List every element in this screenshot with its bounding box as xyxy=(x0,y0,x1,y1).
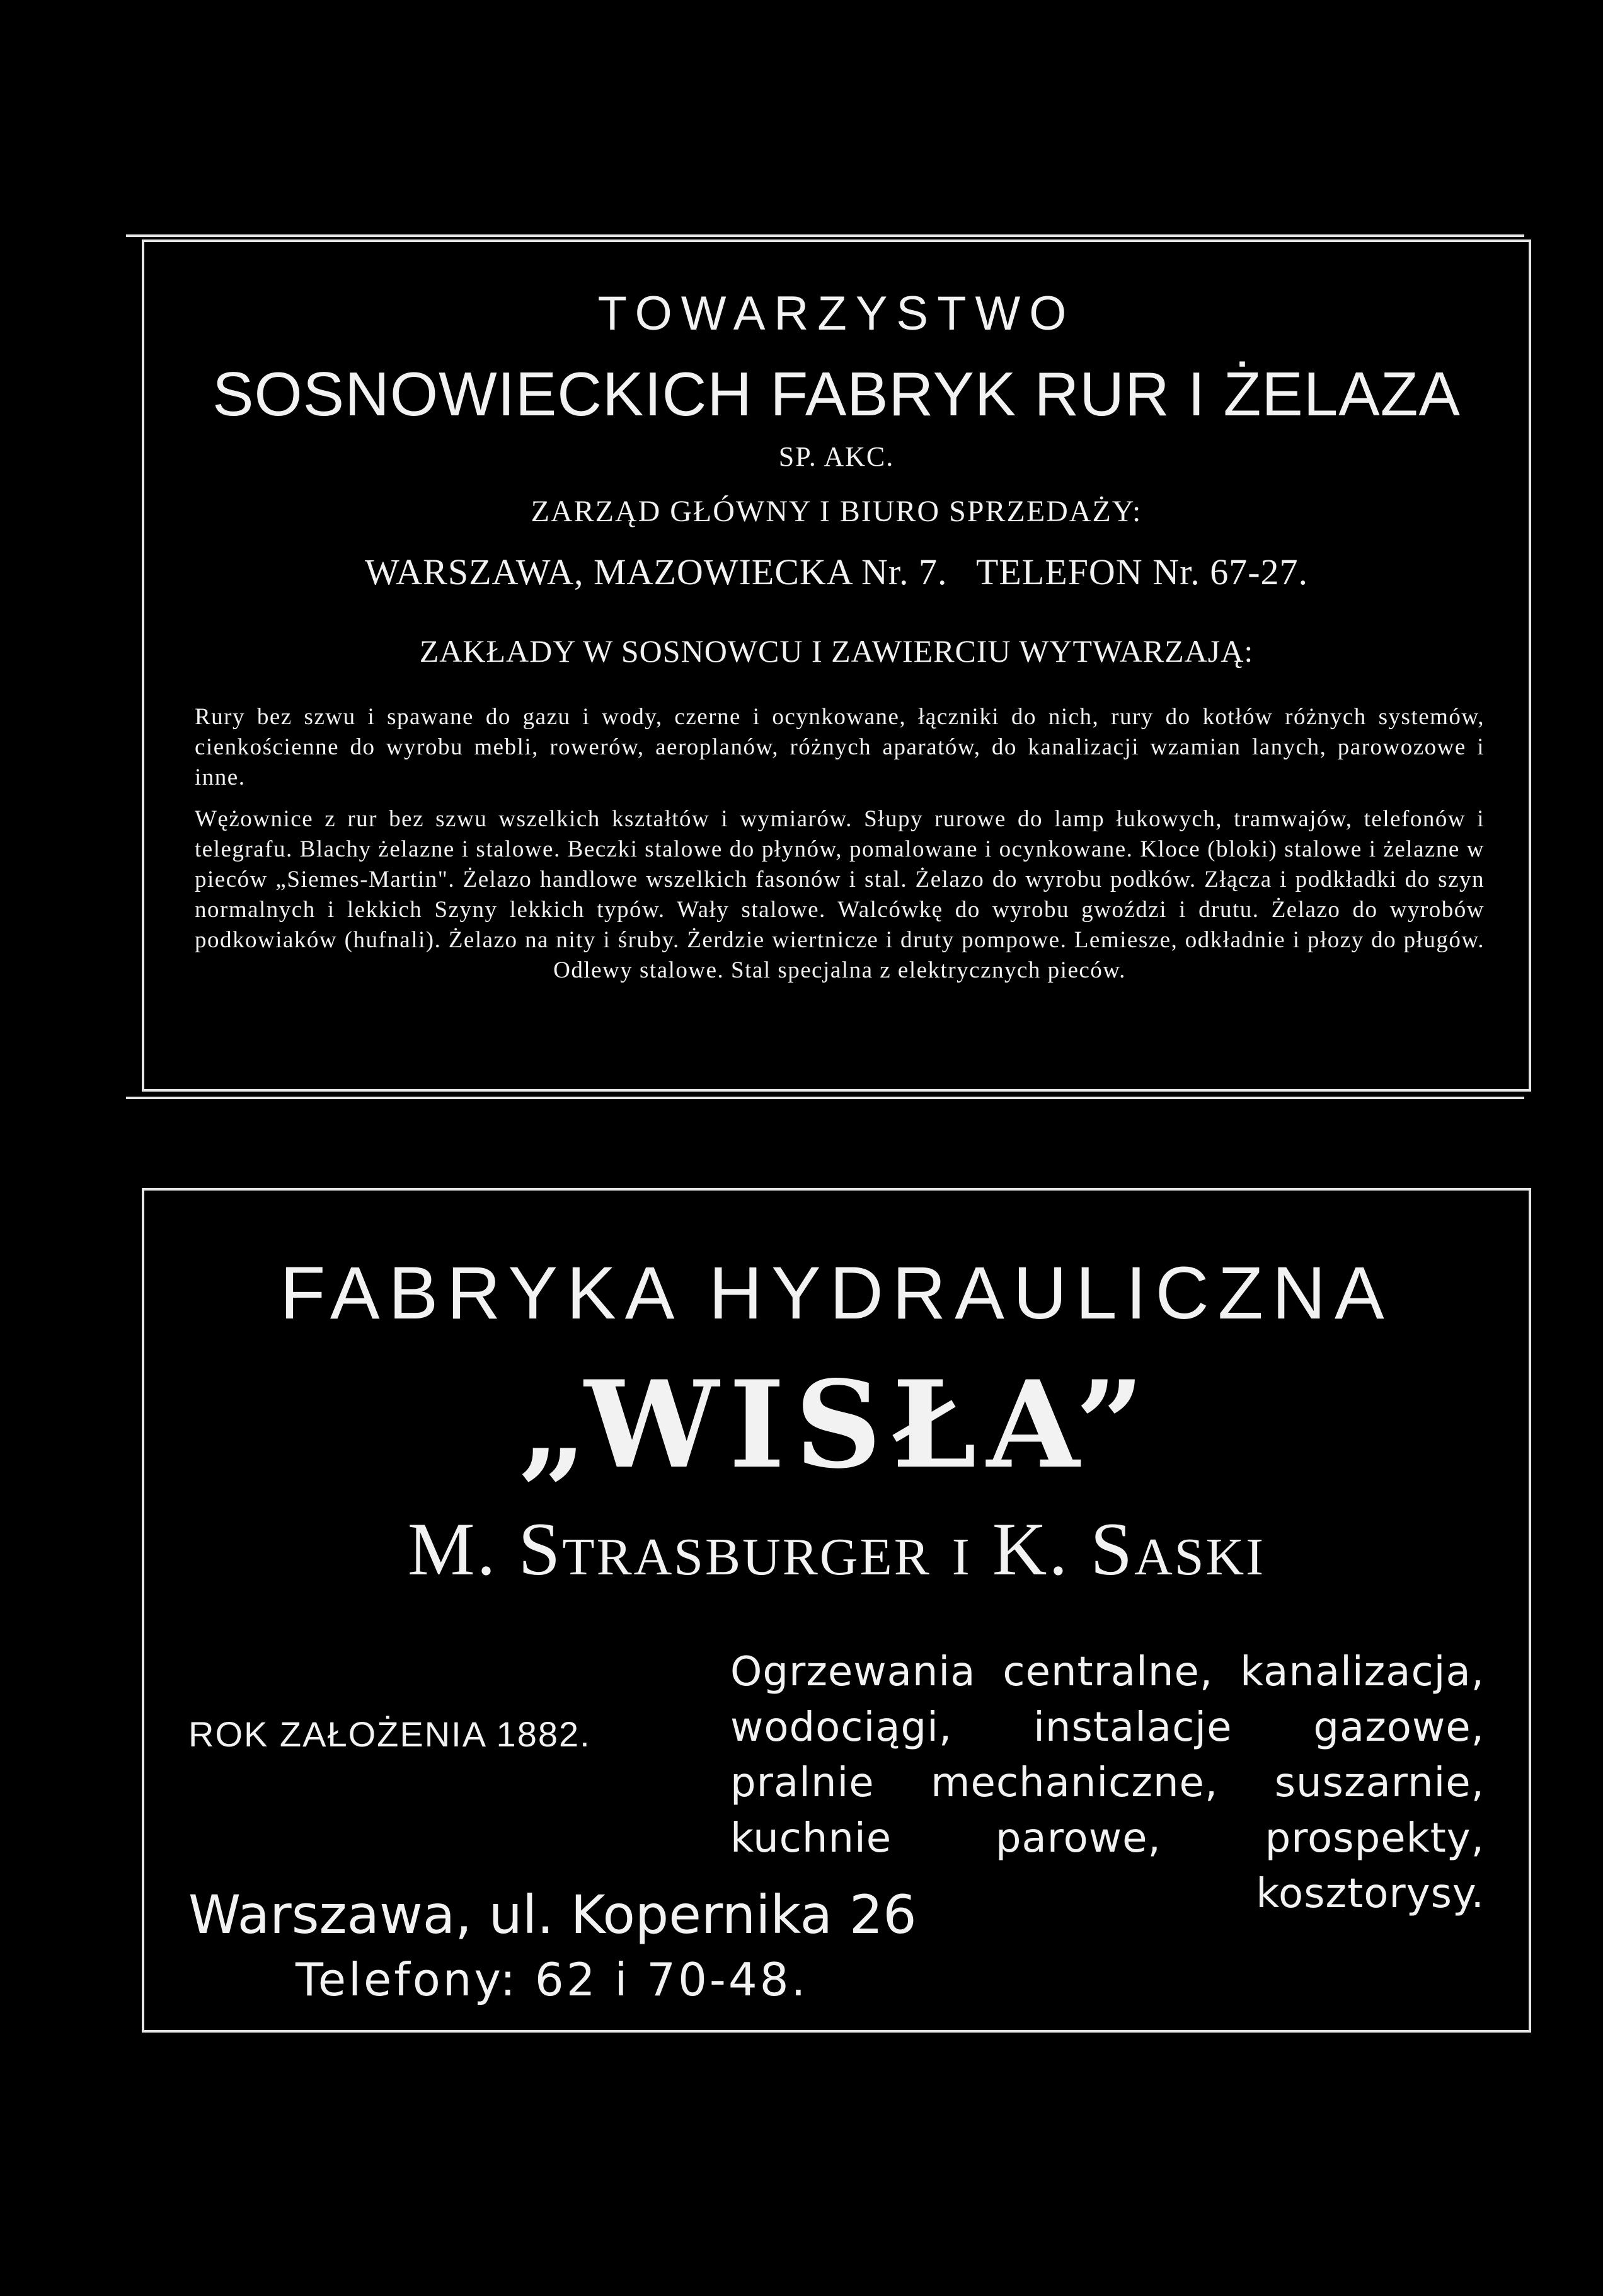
ad2-services: Ogrzewania centralne, kanalizacja, wodociągi, instalacje gazowe, pralnie mechaniczne, suszarnie, kuchnie parowe, prospekty, kosztorysy. xyxy=(730,1649,1485,1917)
ad1-legal-form: SP. AKC. xyxy=(778,441,895,472)
ad2-phones: Telefony: 62 i 70-48. xyxy=(296,1953,808,2006)
ad1-society: TOWARZYSTWO xyxy=(597,287,1076,340)
top-rule xyxy=(126,234,1524,237)
ad2-heading: FABRYKA HYDRAULICZNA xyxy=(280,1252,1393,1335)
ad2-founded: ROK ZAŁOŻENIA 1882. xyxy=(188,1714,591,1754)
bottom-rule xyxy=(126,1097,1524,1099)
ad-sosnowiec-tube-factory xyxy=(142,239,1531,1092)
ad1-products-other: Wężownice z rur bez szwu wszelkich kształtów i wymiarów. Słupy rurowe do lamp łukowych, tramwajów, telefonów i telegrafu. Blachy żelazne i stalowe. Beczki stalowe do płynów, pomalowane i ocynkowane. Kloce (bloki) stalowe i żelazne w pieców „Siemes-Martin". Żelazo handlowe wszelkich fasonów i stal. Żelazo do wyrobu podków. Złącza i podkładki do szyn normalnych i lekkich Szyny lekkich typów. Wały stalowe. Walcówkę do wyrobu gwoździ i drutu. Żelazo do wyrobów podkowiaków (hufnali). Żelazo na nity i śruby. Żerdzie wiertnicze i druty pompowe. Lemiesze, odkładnie i płozy do pługów. Odlewy stalowe. Stal specjalna z elektrycznych pieców. xyxy=(195,806,1485,983)
ad2-brand-name: „WISŁA” xyxy=(519,1354,1154,1495)
ad1-products xyxy=(195,702,1485,997)
ad1-company-name: SOSNOWIECKICH FABRYK RUR I ŻELAZA xyxy=(212,359,1461,429)
ad1-head-office: ZARZĄD GŁÓWNY I BIURO SPRZEDAŻY: xyxy=(531,495,1142,528)
ad2-address: Warszawa, ul. Kopernika 26 xyxy=(188,1884,917,1946)
ad-wisla-hydraulic-factory xyxy=(142,1188,1531,2033)
ad2-owners: M. Strasburger i K. Saski xyxy=(407,1507,1266,1591)
ad1-address-phone: WARSZAWA, MAZOWIECKA Nr. 7. TELEFON Nr. 67-27. xyxy=(364,551,1309,592)
ad1-products-pipes: Rury bez szwu i spawane do gazu i wody, czerne i ocynkowane, łączniki do nich, rury do kotłów różnych systemów, cienkościenne do wyrobu mebli, rowerów, aeroplanów, różnych aparatów, do kanalizacji wzamian lanych, parowozowe i inne. xyxy=(195,704,1485,790)
ad1-plants-heading: ZAKŁADY W SOSNOWCU I ZAWIERCIU WYTWARZAJĄ: xyxy=(419,633,1254,669)
